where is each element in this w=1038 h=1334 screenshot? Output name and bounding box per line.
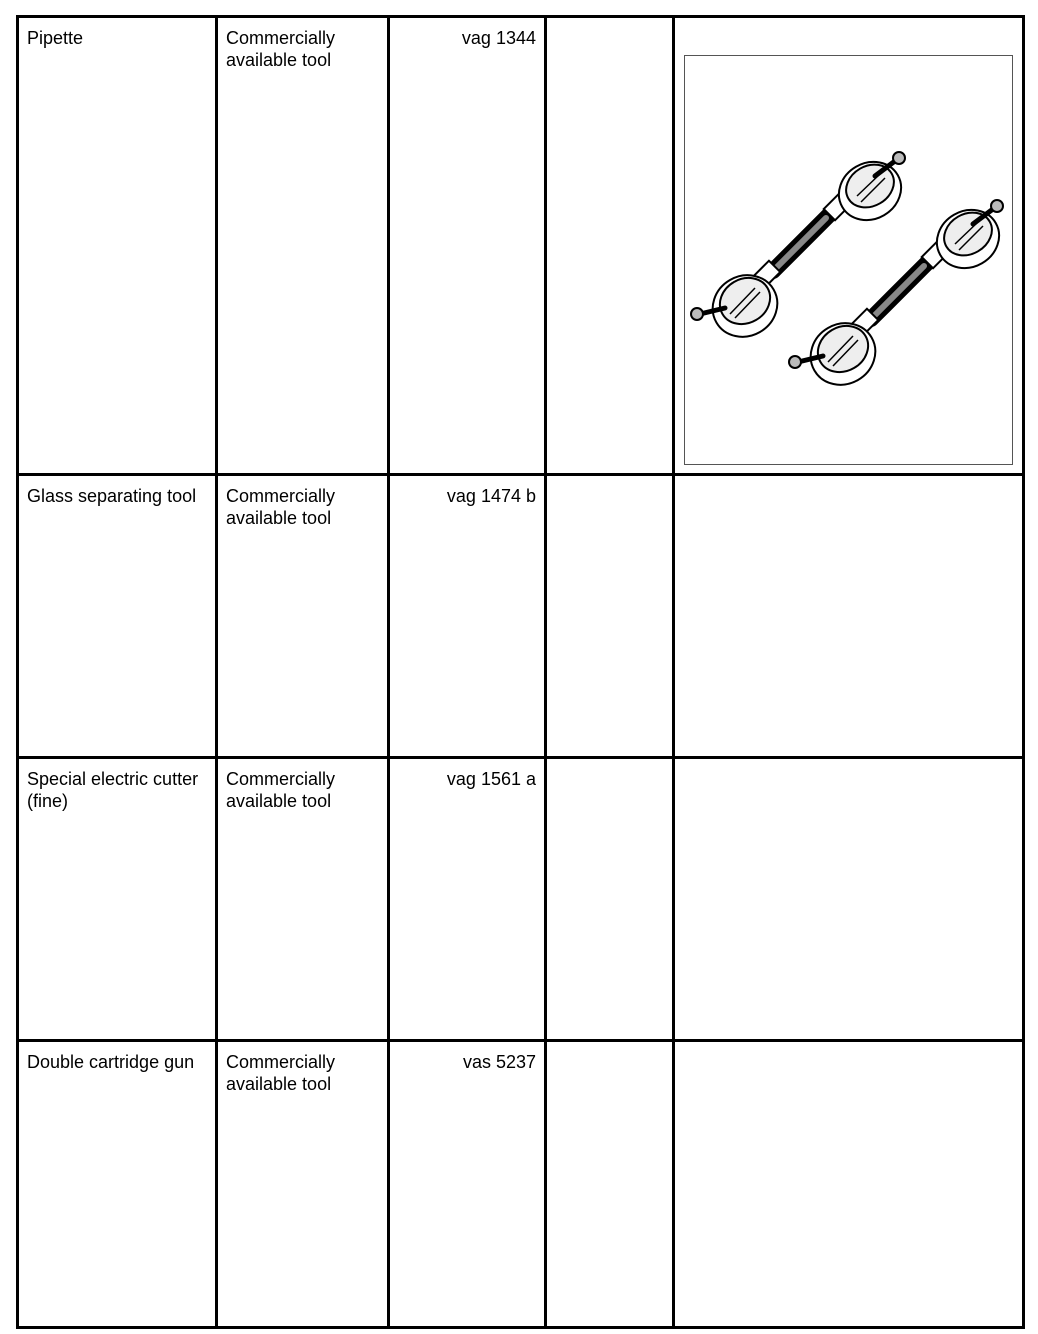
tool-illustration-cell [674, 475, 1024, 758]
tool-number: vag 1474 b [389, 475, 546, 758]
suction-lifter-icon [685, 56, 1012, 464]
table-row [18, 1041, 1024, 1328]
table-row [18, 475, 1024, 758]
tool-type: Commercially available tool [217, 758, 389, 1041]
tool-number: vag 1344 [389, 17, 546, 475]
tool-illustration-cell [674, 1041, 1024, 1328]
illustration-frame [684, 55, 1013, 465]
tool-name: Pipette [18, 17, 217, 475]
tool-note [546, 758, 674, 1041]
tool-note [546, 475, 674, 758]
table-row [18, 17, 1024, 475]
tool-type: Commercially available tool [217, 475, 389, 758]
table-row [18, 758, 1024, 1041]
tool-type: Commercially available tool [217, 17, 389, 475]
tool-illustration-cell [674, 758, 1024, 1041]
tool-number: vas 5237 [389, 1041, 546, 1328]
special-tools-table [16, 15, 1025, 1329]
tool-name: Glass separating tool [18, 475, 217, 758]
tool-name: Double cartridge gun [18, 1041, 217, 1328]
tool-type: Commercially available tool [217, 1041, 389, 1328]
tool-illustration-cell [674, 17, 1024, 475]
tool-note [546, 1041, 674, 1328]
tool-name: Special electric cutter (fine) [18, 758, 217, 1041]
tool-note [546, 17, 674, 475]
tool-number: vag 1561 a [389, 758, 546, 1041]
